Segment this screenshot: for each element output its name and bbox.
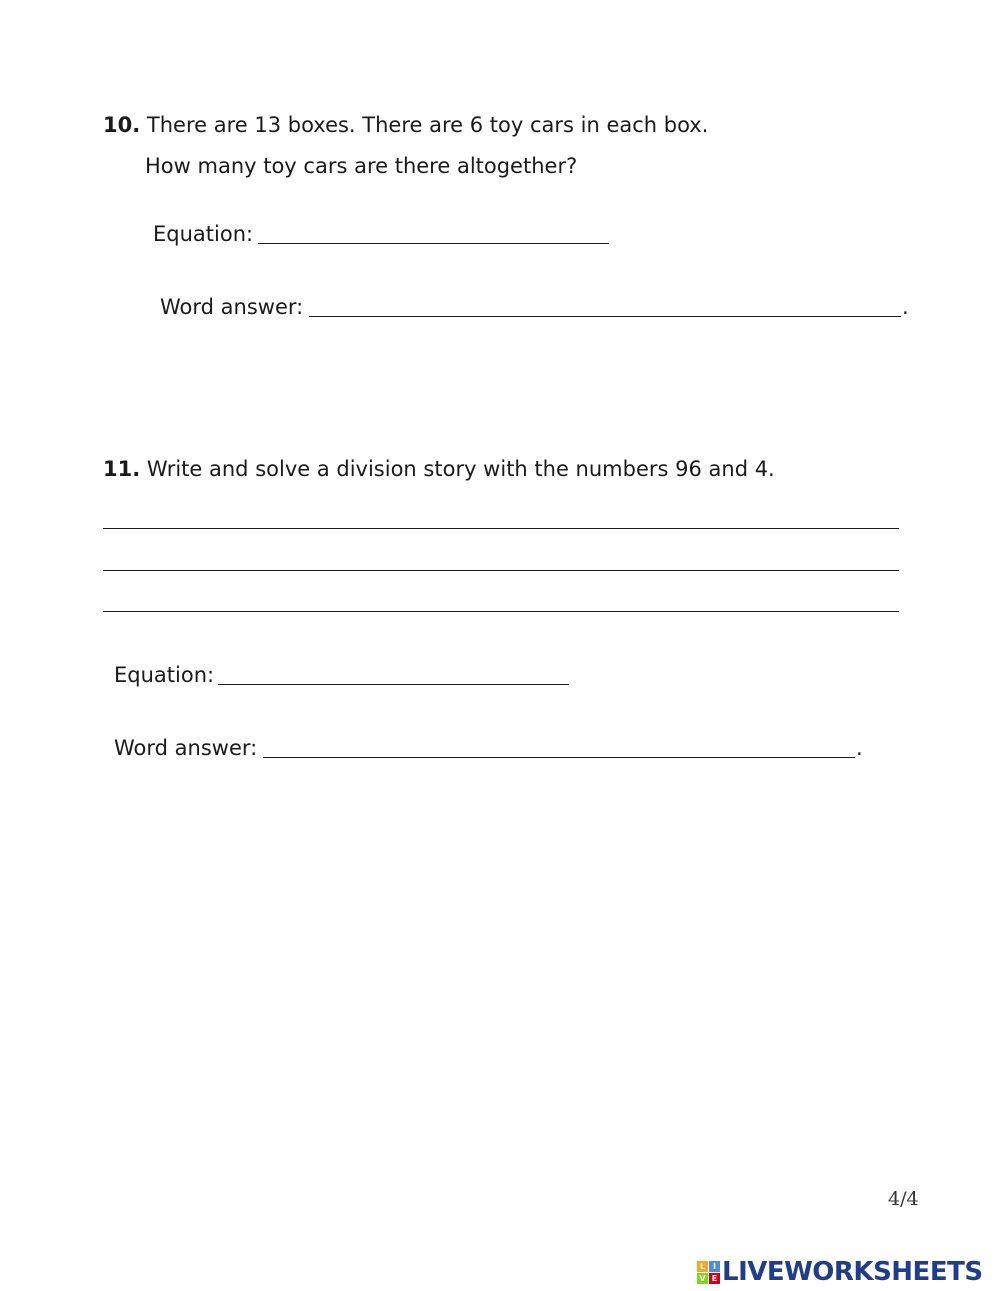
q10-word-answer-line[interactable] <box>309 316 901 317</box>
q11-word-answer-line[interactable] <box>263 757 855 758</box>
liveworksheets-logo-icon: L I V E <box>697 1261 720 1284</box>
q11-equation-label: Equation: <box>114 663 215 687</box>
question-11-text: Write and solve a division story with the numbers 96 and 4. <box>146 457 775 481</box>
liveworksheets-logo[interactable] <box>697 1255 983 1289</box>
question-10-line1 <box>103 111 708 139</box>
q11-equation-answer-line[interactable] <box>218 684 569 685</box>
q10-word-answer-label: Word answer: <box>160 295 304 319</box>
q11-word-answer-label: Word answer: <box>114 736 258 760</box>
q10-equation-answer-line[interactable] <box>258 243 609 244</box>
q11-story-line-2[interactable] <box>103 570 899 571</box>
question-10-number: 10. <box>103 113 141 137</box>
q11-word-answer-period: . <box>856 736 863 760</box>
question-10-text: There are 13 boxes. There are 6 toy cars in each box. <box>146 113 709 137</box>
q10-word-answer-period: . <box>902 295 909 319</box>
liveworksheets-brand-text: LIVEWORKSHEETS <box>722 1257 983 1287</box>
question-11-line <box>103 455 775 483</box>
page-number: 4/4 <box>888 1188 919 1210</box>
q10-equation-label: Equation: <box>153 222 254 246</box>
q11-story-line-1[interactable] <box>103 528 899 529</box>
q11-story-line-3[interactable] <box>103 611 899 612</box>
question-10-line2: How many toy cars are there altogether? <box>145 154 578 178</box>
question-11-number: 11. <box>103 457 141 481</box>
